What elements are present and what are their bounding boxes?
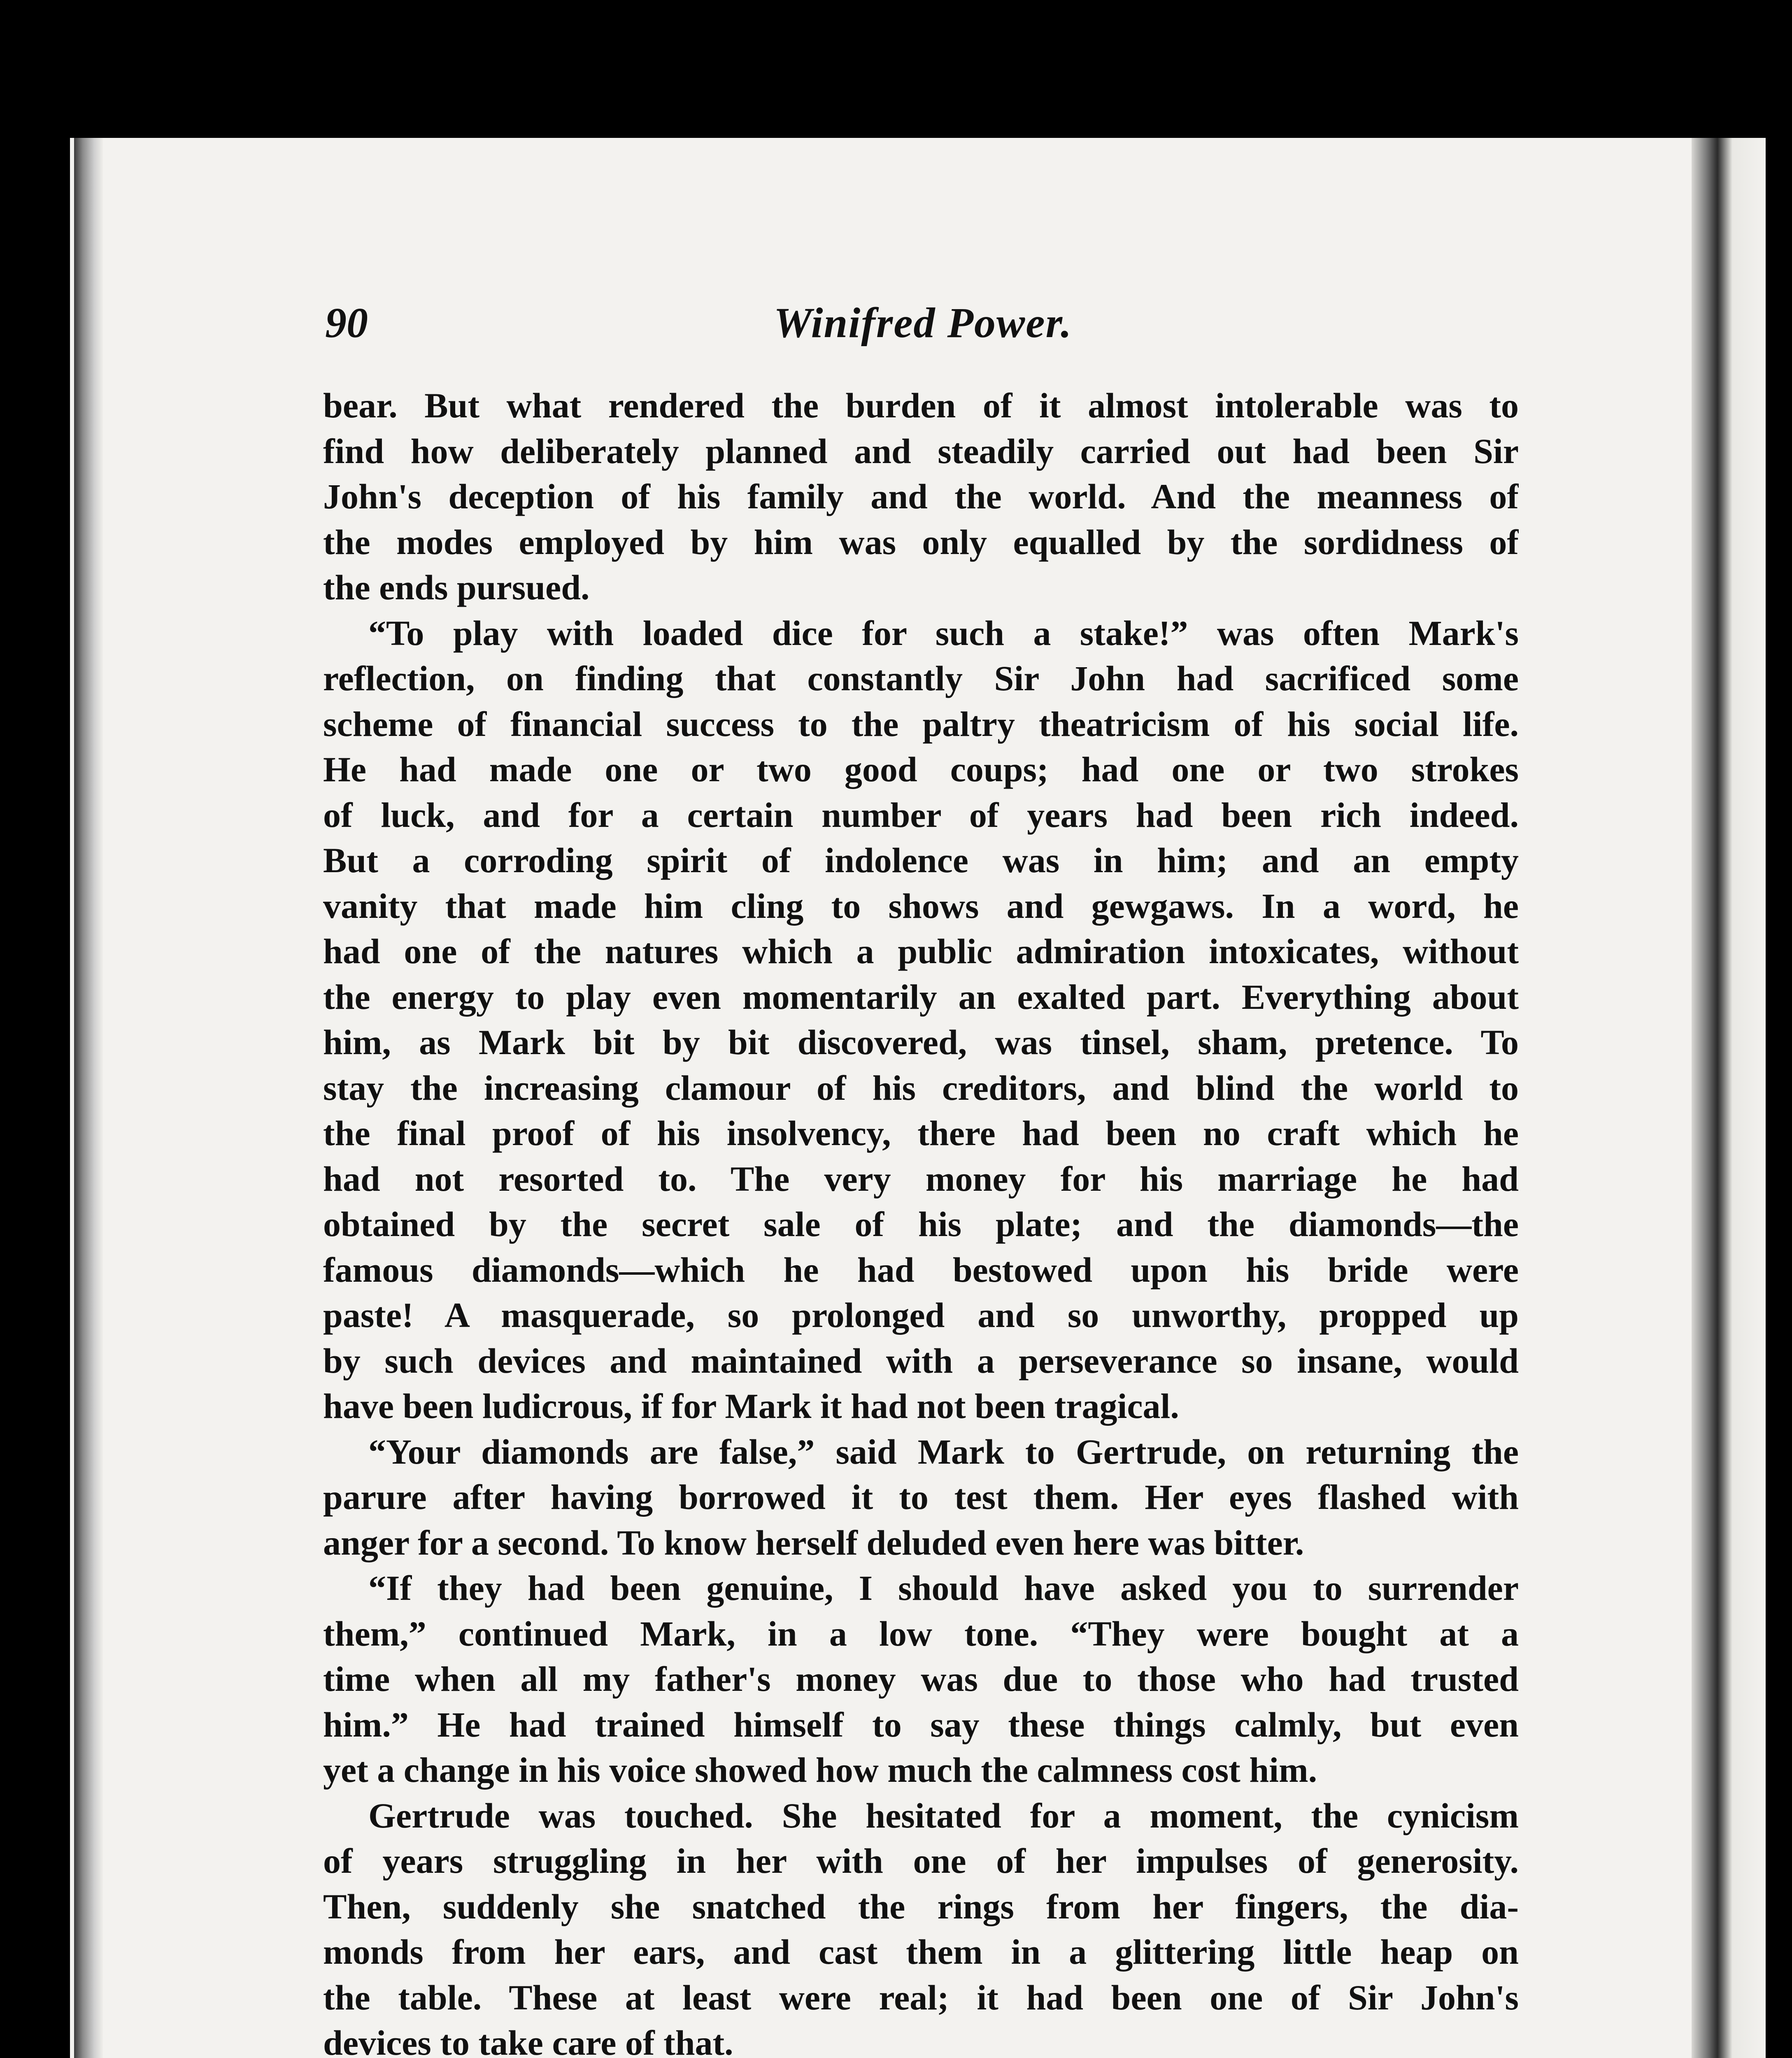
text-line: parure after having borrowed it to test them. Her eyes flashed with: [323, 1477, 1519, 1517]
text-line: monds from her ears, and cast them in a glittering little heap on: [323, 1932, 1519, 1972]
text-line: “To play with loaded dice for such a stake!” was often Mark's: [368, 613, 1519, 653]
text-line: them,” continued Mark, in a low tone. “They were bought at a: [323, 1613, 1519, 1653]
text-line: yet a change in his voice showed how much the calmness cost him.: [323, 1750, 1317, 1790]
text-line: had not resorted to. The very money for his marriage he had: [323, 1159, 1519, 1199]
text-line: stay the increasing clamour of his creditors, and blind the world to: [323, 1068, 1519, 1108]
text-line: John's deception of his family and the world. And the meanness of: [323, 477, 1519, 516]
page-left-edge: [74, 138, 103, 2058]
text-line: the final proof of his insolvency, there had been no craft which he: [323, 1113, 1519, 1153]
text-line: bear. But what rendered the burden of it almost intolerable was to: [323, 386, 1519, 425]
text-line: famous diamonds—which he had bestowed upon his bride were: [323, 1250, 1519, 1290]
body-text: [323, 383, 1519, 2058]
text-line: anger for a second. To know herself deluded even here was bitter.: [323, 1523, 1304, 1562]
text-line: him, as Mark bit by bit discovered, was tinsel, sham, pretence. To: [323, 1022, 1519, 1062]
page-number: 90: [325, 299, 368, 347]
text-line: “Your diamonds are false,” said Mark to Gertrude, on returning the: [368, 1432, 1519, 1471]
text-line: reflection, on finding that constantly Sir John had sacrificed some: [323, 659, 1519, 698]
text-line: time when all my father's money was due to those who had trusted: [323, 1659, 1519, 1699]
text-line: had one of the natures which a public admiration intoxicates, without: [323, 931, 1519, 971]
text-line: But a corroding spirit of indolence was in him; and an empty: [323, 840, 1519, 880]
running-head: [325, 298, 1519, 348]
text-line: of luck, and for a certain number of years had been rich indeed.: [323, 795, 1519, 835]
text-line: the modes employed by him was only equalled by the sordidness of: [323, 522, 1519, 562]
text-line: the ends pursued.: [323, 568, 590, 607]
text-line: scheme of financial success to the paltry theatricism of his social life.: [323, 704, 1519, 744]
text-line: vanity that made him cling to shows and gewgaws. In a word, he: [323, 886, 1519, 926]
text-line: obtained by the secret sale of his plate; and the diamonds—the: [323, 1204, 1519, 1244]
text-line: by such devices and maintained with a perseverance so insane, would: [323, 1341, 1519, 1381]
text-line: “If they had been genuine, I should have asked you to surrender: [368, 1568, 1519, 1608]
text-line: of years struggling in her with one of her impulses of generosity.: [323, 1841, 1519, 1881]
text-line: have been ludicrous, if for Mark it had not been tragical.: [323, 1386, 1179, 1426]
text-line: Then, suddenly she snatched the rings from her fingers, the dia-: [323, 1886, 1519, 1926]
text-line: the energy to play even momentarily an exalted part. Everything about: [323, 977, 1519, 1017]
text-line: paste! A masquerade, so prolonged and so unworthy, propped up: [323, 1295, 1519, 1335]
text-line: the table. These at least were real; it had been one of Sir John's: [323, 1977, 1519, 2017]
page-gutter: [1692, 138, 1766, 2058]
running-title: Winifred Power.: [774, 299, 1073, 347]
text-line: devices to take care of that.: [323, 2023, 733, 2058]
text-line: He had made one or two good coups; had one or two strokes: [323, 750, 1519, 789]
text-line: Gertrude was touched. She hesitated for a moment, the cynicism: [368, 1795, 1519, 1835]
text-line: find how deliberately planned and steadily carried out had been Sir: [323, 431, 1519, 471]
text-line: him.” He had trained himself to say these things calmly, but even: [323, 1704, 1519, 1744]
